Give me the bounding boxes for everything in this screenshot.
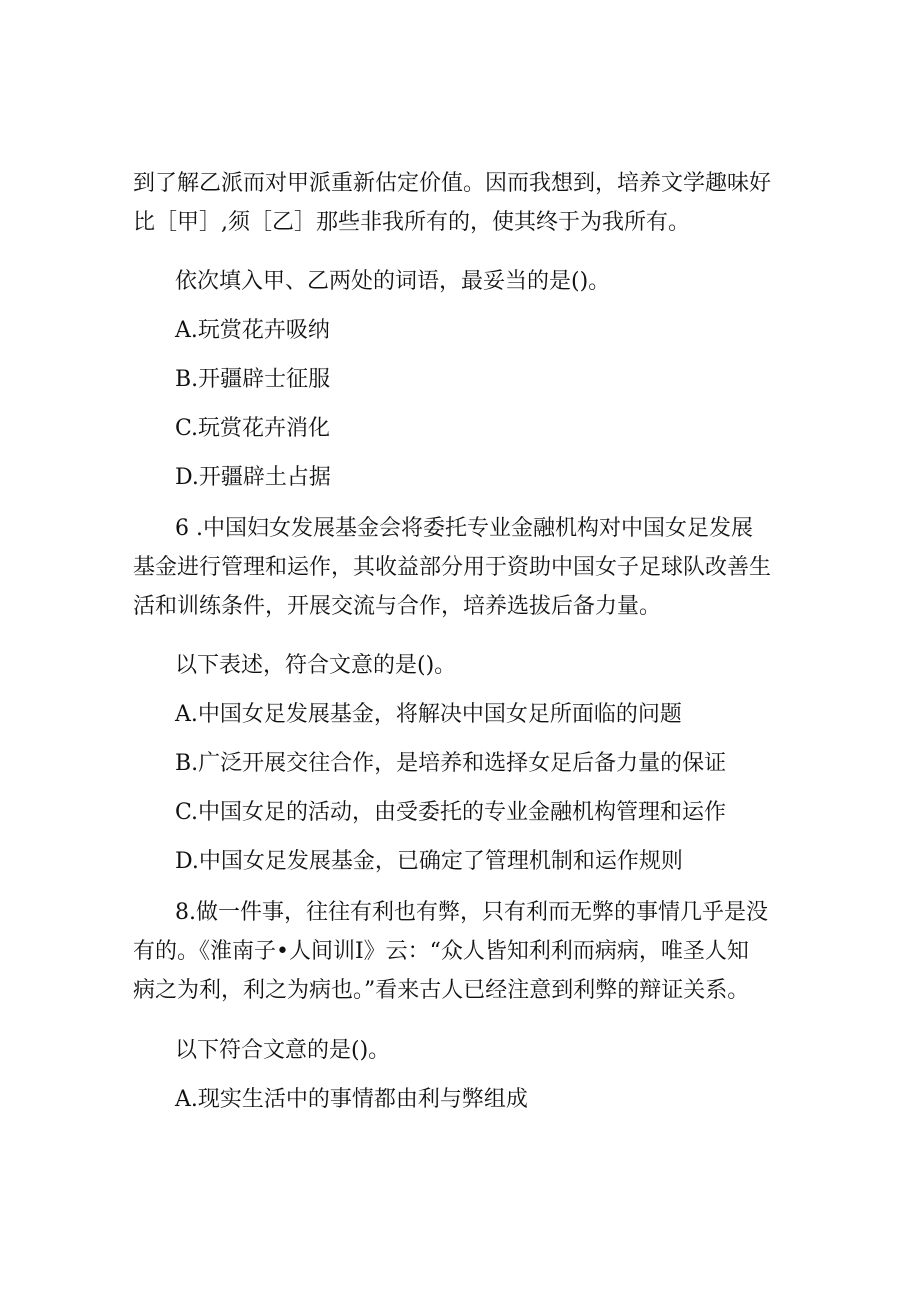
question-6-option-a: A.中国女足发展基金，将解决中国女足所面临的问题 — [175, 702, 682, 727]
question-5-option-b: B.开疆辟士征服 — [175, 367, 331, 392]
question-8-stem: 以下符合文意的是()。 — [175, 1038, 391, 1063]
question-6-stem: 以下表述，符合文意的是()。 — [175, 653, 457, 678]
passage-line: 活和训练条件，开展交流与合作，培养选拔后备力量。 — [133, 594, 662, 619]
passage-line: 基金进行管理和运作，其收益部分用于资助中国女子足球队改善生 — [133, 555, 772, 580]
passage-line: 比［甲］,须［乙］那些非我所有的，使其终于为我所有。 — [133, 210, 690, 235]
question-5-option-a: A.玩赏花卉吸纳 — [175, 318, 330, 343]
passage-line: 有的。《淮南子•人间训I》云：“众人皆知利利而病病，唯圣人知 — [133, 939, 749, 964]
question-6-option-d: D.中国女足发展基金，已确定了管理机制和运作规则 — [175, 849, 683, 874]
passage-line: 到了解乙派而对甲派重新估定价值。因而我想到，培养文学趣味好 — [133, 171, 772, 196]
question-5-stem: 依次填入甲、乙两处的词语，最妥当的是()。 — [175, 269, 611, 294]
passage-line: 6 .中国妇女发展基金会将委托专业金融机构对中国女足发展 — [175, 516, 753, 541]
question-8-option-a: A.现实生活中的事情都由利与弊组成 — [175, 1087, 528, 1112]
question-5-option-c: C.玩赏花卉消化 — [175, 416, 331, 441]
question-6-option-b: B.广泛开展交往合作，是培养和选择女足后备力量的保证 — [175, 751, 727, 776]
passage-line: 病之为利，利之为病也。”看来古人已经注意到利弊的辩证关系。 — [133, 978, 750, 1003]
question-6-option-c: C.中国女足的活动，由受委托的专业金融机构管理和运作 — [175, 800, 727, 825]
question-8-passage — [133, 893, 813, 1010]
passage-line: 8.做一件事，往往有利也有弊，只有利而无弊的事情几乎是没 — [175, 900, 768, 925]
question-5-option-d: D.开疆辟土占据 — [175, 465, 331, 490]
question-6-passage — [133, 509, 813, 626]
passage-continuation — [133, 164, 813, 242]
